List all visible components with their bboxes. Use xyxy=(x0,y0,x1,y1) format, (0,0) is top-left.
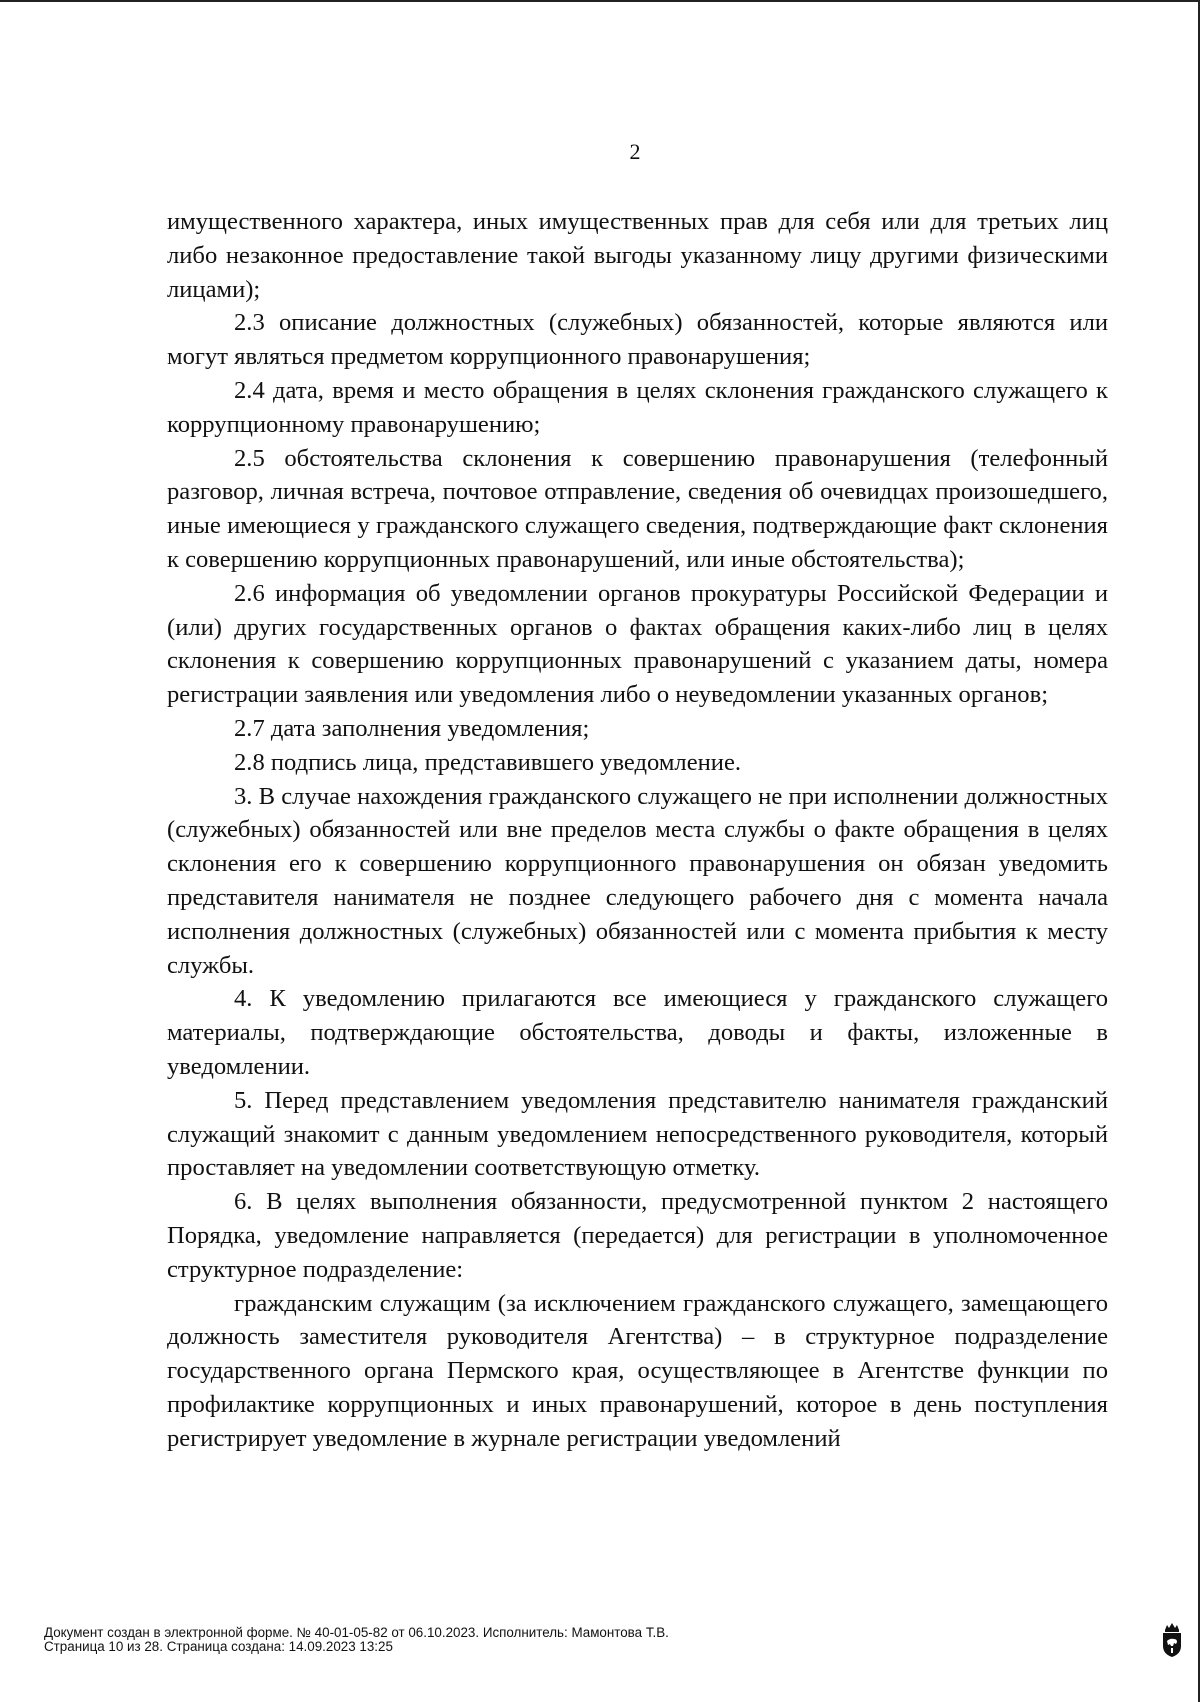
paragraph-2-7: 2.7 дата заполнения уведомления; xyxy=(234,714,590,742)
paragraph-6-subitem: гражданским служащим (за исключением гражданского служащего, замещающего должность заместителя руководителя Агентства) – в структурное подразделение государственного органа Пермского края, осуществляющее в Агентстве функции по профилактике коррупционных и иных правонарушений, которое в день поступления регистрирует уведомление в журнале регистрации уведомлений xyxy=(167,1289,1108,1452)
footer-line-document-info: Документ создан в электронной форме. № 40-01-05-82 от 06.10.2023. Исполнитель: Мамонтова Т.В. xyxy=(44,1625,669,1640)
paragraph-2-3: 2.3 описание должностных (служебных) обязанностей, которые являются или могут являться предметом коррупционного правонарушения; xyxy=(167,309,1108,371)
paragraph-6: 6. В целях выполнения обязанности, предусмотренной пунктом 2 настоящего Порядка, уведомление направляется (передается) для регистрации в уполномоченное структурное подразделение: xyxy=(167,1188,1108,1283)
paragraph-2-6: 2.6 информация об уведомлении органов прокуратуры Российской Федерации и (или) других государственных органов о фактах обращения каких-либо лиц в целях склонения к совершению коррупционных правонарушений с указанием даты, номера регистрации заявления или уведомления либо о неуведомлении указанных органов; xyxy=(167,579,1108,709)
paragraph-2-8: 2.8 подпись лица, представившего уведомление. xyxy=(234,748,742,776)
footer-line-page-info: Страница 10 из 28. Страница создана: 14.09.2023 13:25 xyxy=(44,1639,393,1654)
paragraph-4: 4. К уведомлению прилагаются все имеющиеся у гражданского служащего материалы, подтверждающие обстоятельства, доводы и факты, изложенные в уведомлении. xyxy=(167,985,1108,1080)
page-border-top xyxy=(0,0,1200,2)
paragraph-2-5: 2.5 обстоятельства склонения к совершению правонарушения (телефонный разговор, личная встреча, почтовое отправление, сведения об очевидцах произошедшего, иные имеющиеся у гражданского служащего сведения, подтверждающие факт склонения к совершению коррупционных правонарушений, или иные обстоятельства); xyxy=(167,444,1108,573)
paragraph-3: 3. В случае нахождения гражданского служащего не при исполнении должностных (служебных) обязанностей или вне пределов места службы о факте обращения в целях склонения его к совершению коррупционного правонарушения он обязан уведомить представителя нанимателя не позднее следующего рабочего дня с момента начала исполнения должностных (служебных) обязанностей или с момента прибытия к месту службы. xyxy=(167,782,1108,979)
perm-krai-coat-of-arms-icon xyxy=(1161,1622,1183,1658)
paragraph-continuation: имущественного характера, иных имущественных прав для себя или для третьих лиц либо незаконное предоставление такой выгоды указанному лицу другими физическими лицами); xyxy=(167,208,1108,303)
document-body xyxy=(167,205,1108,1455)
paragraph-5: 5. Перед представлением уведомления представителю нанимателя гражданский служащий знакомит с данным уведомлением непосредственного руководителя, который проставляет на уведомлении соответствующую отметку. xyxy=(167,1086,1108,1182)
document-footer xyxy=(44,1626,669,1654)
paragraph-2-4: 2.4 дата, время и место обращения в целях склонения гражданского служащего к коррупционному правонарушению; xyxy=(167,376,1108,438)
page-number: 2 xyxy=(629,139,641,164)
